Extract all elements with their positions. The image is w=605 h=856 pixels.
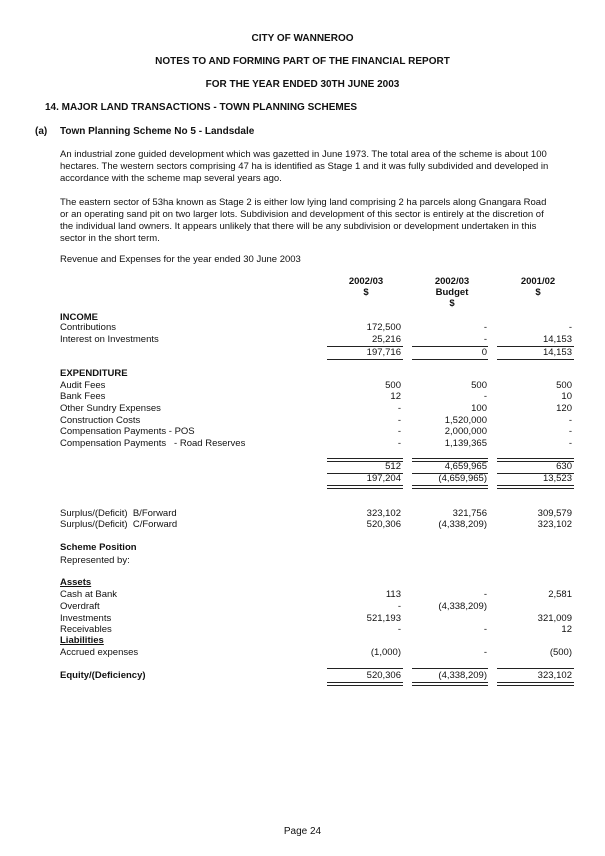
cell-value: (4,338,209) xyxy=(438,601,487,612)
subtotal-rule xyxy=(412,668,488,669)
cell-value: 2,581 xyxy=(548,589,572,600)
row-label: Contributions xyxy=(60,322,116,333)
cell-value: 323,102 xyxy=(537,519,572,530)
col-header-unit: $ xyxy=(363,287,369,298)
row-label: Compensation Payments - POS xyxy=(60,426,195,437)
cell-value: 172,500 xyxy=(366,322,401,333)
row-label: Surplus/(Deficit) C/Forward xyxy=(60,519,178,530)
expenditure-heading: EXPENDITURE xyxy=(60,368,128,379)
col-header-budget xyxy=(412,276,492,309)
cell-value: 197,204 xyxy=(366,473,401,484)
cell-value: 113 xyxy=(385,589,401,600)
cell-value: 321,756 xyxy=(452,508,487,519)
income-heading: INCOME xyxy=(60,312,98,323)
cell-value: 10 xyxy=(561,391,572,402)
report-period: FOR THE YEAR ENDED 30TH JUNE 2003 xyxy=(205,79,400,90)
total-rule xyxy=(412,485,488,489)
row-label: Investments xyxy=(60,613,112,624)
row-label: Overdraft xyxy=(60,601,100,612)
scheme-position-heading: Scheme Position xyxy=(60,542,137,553)
col-header-unit: $ xyxy=(449,298,455,309)
row-label: Construction Costs xyxy=(60,415,141,426)
cell-value: 512 xyxy=(385,461,401,472)
cell-value: (4,659,965) xyxy=(438,473,487,484)
cell-value: - xyxy=(483,334,487,345)
cell-value: - xyxy=(397,403,401,414)
total-rule xyxy=(497,359,574,360)
cell-value: - xyxy=(397,624,401,635)
cell-value: - xyxy=(483,624,487,635)
cell-value: 120 xyxy=(556,403,572,414)
total-rule xyxy=(327,359,403,360)
cell-value: - xyxy=(397,601,401,612)
col-header-budget-label: Budget xyxy=(435,287,469,298)
cell-value: 630 xyxy=(556,461,572,472)
row-label: Surplus/(Deficit) B/Forward xyxy=(60,508,177,519)
total-rule xyxy=(327,682,403,686)
cell-value: 323,102 xyxy=(537,670,572,681)
col-header-year: 2001/02 xyxy=(520,276,556,287)
cell-value: 309,579 xyxy=(537,508,572,519)
row-label: Other Sundry Expenses xyxy=(60,403,161,414)
assets-heading: Assets xyxy=(60,577,92,588)
cell-value: 14,153 xyxy=(542,347,572,358)
report-notes-title: NOTES TO AND FORMING PART OF THE FINANCIAL REPORT xyxy=(155,56,450,67)
cell-value: 14,153 xyxy=(542,334,572,345)
cell-value: 197,716 xyxy=(366,347,401,358)
row-label: Interest on Investments xyxy=(60,334,159,345)
cell-value: (4,338,209) xyxy=(438,670,487,681)
cell-value: 520,306 xyxy=(366,519,401,530)
table-caption: Revenue and Expenses for the year ended 30 June 2003 xyxy=(60,254,301,265)
cell-value: 500 xyxy=(385,380,401,391)
cell-value: 4,659,965 xyxy=(444,461,487,472)
subsection-title: Town Planning Scheme No 5 - Landsdale xyxy=(60,126,255,137)
represented-by-label: Represented by: xyxy=(60,555,130,566)
row-label: Audit Fees xyxy=(60,380,106,391)
cell-value: - xyxy=(568,438,572,449)
cell-value: 1,520,000 xyxy=(444,415,487,426)
row-label: Compensation Payments - Road Reserves xyxy=(60,438,246,449)
cell-value: 323,102 xyxy=(366,508,401,519)
cell-value: - xyxy=(397,426,401,437)
cell-value: 25,216 xyxy=(371,334,401,345)
cell-value: 520,306 xyxy=(366,670,401,681)
total-rule xyxy=(412,682,488,686)
cell-value: (500) xyxy=(549,647,572,658)
subsection-marker: (a) xyxy=(35,126,48,137)
row-label: Receivables xyxy=(60,624,112,635)
col-header-2002 xyxy=(498,276,578,298)
cell-value: - xyxy=(483,322,487,333)
cell-value: 500 xyxy=(556,380,572,391)
org-name: CITY OF WANNEROO xyxy=(251,33,354,44)
cell-value: (1,000) xyxy=(370,647,401,658)
cell-value: - xyxy=(483,647,487,658)
cell-value: 1,139,365 xyxy=(444,438,487,449)
subtotal-rule xyxy=(327,668,403,669)
col-header-unit: $ xyxy=(535,287,541,298)
total-rule xyxy=(497,485,574,489)
cell-value: 321,009 xyxy=(537,613,572,624)
cell-value: - xyxy=(483,589,487,600)
cell-value: - xyxy=(397,415,401,426)
liabilities-heading: Liabilities xyxy=(60,635,104,646)
total-rule xyxy=(412,359,488,360)
cell-value: (4,338,209) xyxy=(438,519,487,530)
col-header-year: 2002/03 xyxy=(434,276,470,287)
paragraph-intro: An industrial zone guided development which was gazetted in June 1973. The total area of the scheme is about 100 hectares. The western sectors comprising 47 ha is identified as Stage 1 and it was fully subdivided and developed in accordance with the scheme map several years ago. xyxy=(60,149,549,184)
cell-value: - xyxy=(568,322,572,333)
cell-value: 100 xyxy=(471,403,487,414)
row-label: Equity/(Deficiency) xyxy=(60,670,146,681)
col-header-year: 2002/03 xyxy=(348,276,384,287)
cell-value: - xyxy=(568,415,572,426)
cell-value: 500 xyxy=(471,380,487,391)
subtotal-rule xyxy=(497,668,574,669)
col-header-2003 xyxy=(326,276,406,298)
row-label: Cash at Bank xyxy=(60,589,118,600)
cell-value: 0 xyxy=(481,347,487,358)
cell-value: 12 xyxy=(390,391,401,402)
cell-value: 13,523 xyxy=(542,473,572,484)
total-rule xyxy=(327,485,403,489)
cell-value: - xyxy=(397,438,401,449)
row-label: Accrued expenses xyxy=(60,647,139,658)
paragraph-stage2: The eastern sector of 53ha known as Stage 2 is either low lying land comprising 2 ha parcels along Gnangara Road or an operating sand pit on two larger lots. Subdivision and development of this sector is entirely at the discretion of the individual land owners. It appears unlikely that there will be any subdivision or development undertaken in this sector in the short term. xyxy=(60,197,547,244)
cell-value: 12 xyxy=(561,624,572,635)
page-number: Page 24 xyxy=(283,826,322,837)
cell-value: 2,000,000 xyxy=(444,426,487,437)
cell-value: 521,193 xyxy=(366,613,401,624)
row-label: Bank Fees xyxy=(60,391,106,402)
cell-value: - xyxy=(568,426,572,437)
section-title: 14. MAJOR LAND TRANSACTIONS - TOWN PLANNING SCHEMES xyxy=(45,102,358,113)
cell-value: - xyxy=(483,391,487,402)
total-rule xyxy=(497,682,574,686)
